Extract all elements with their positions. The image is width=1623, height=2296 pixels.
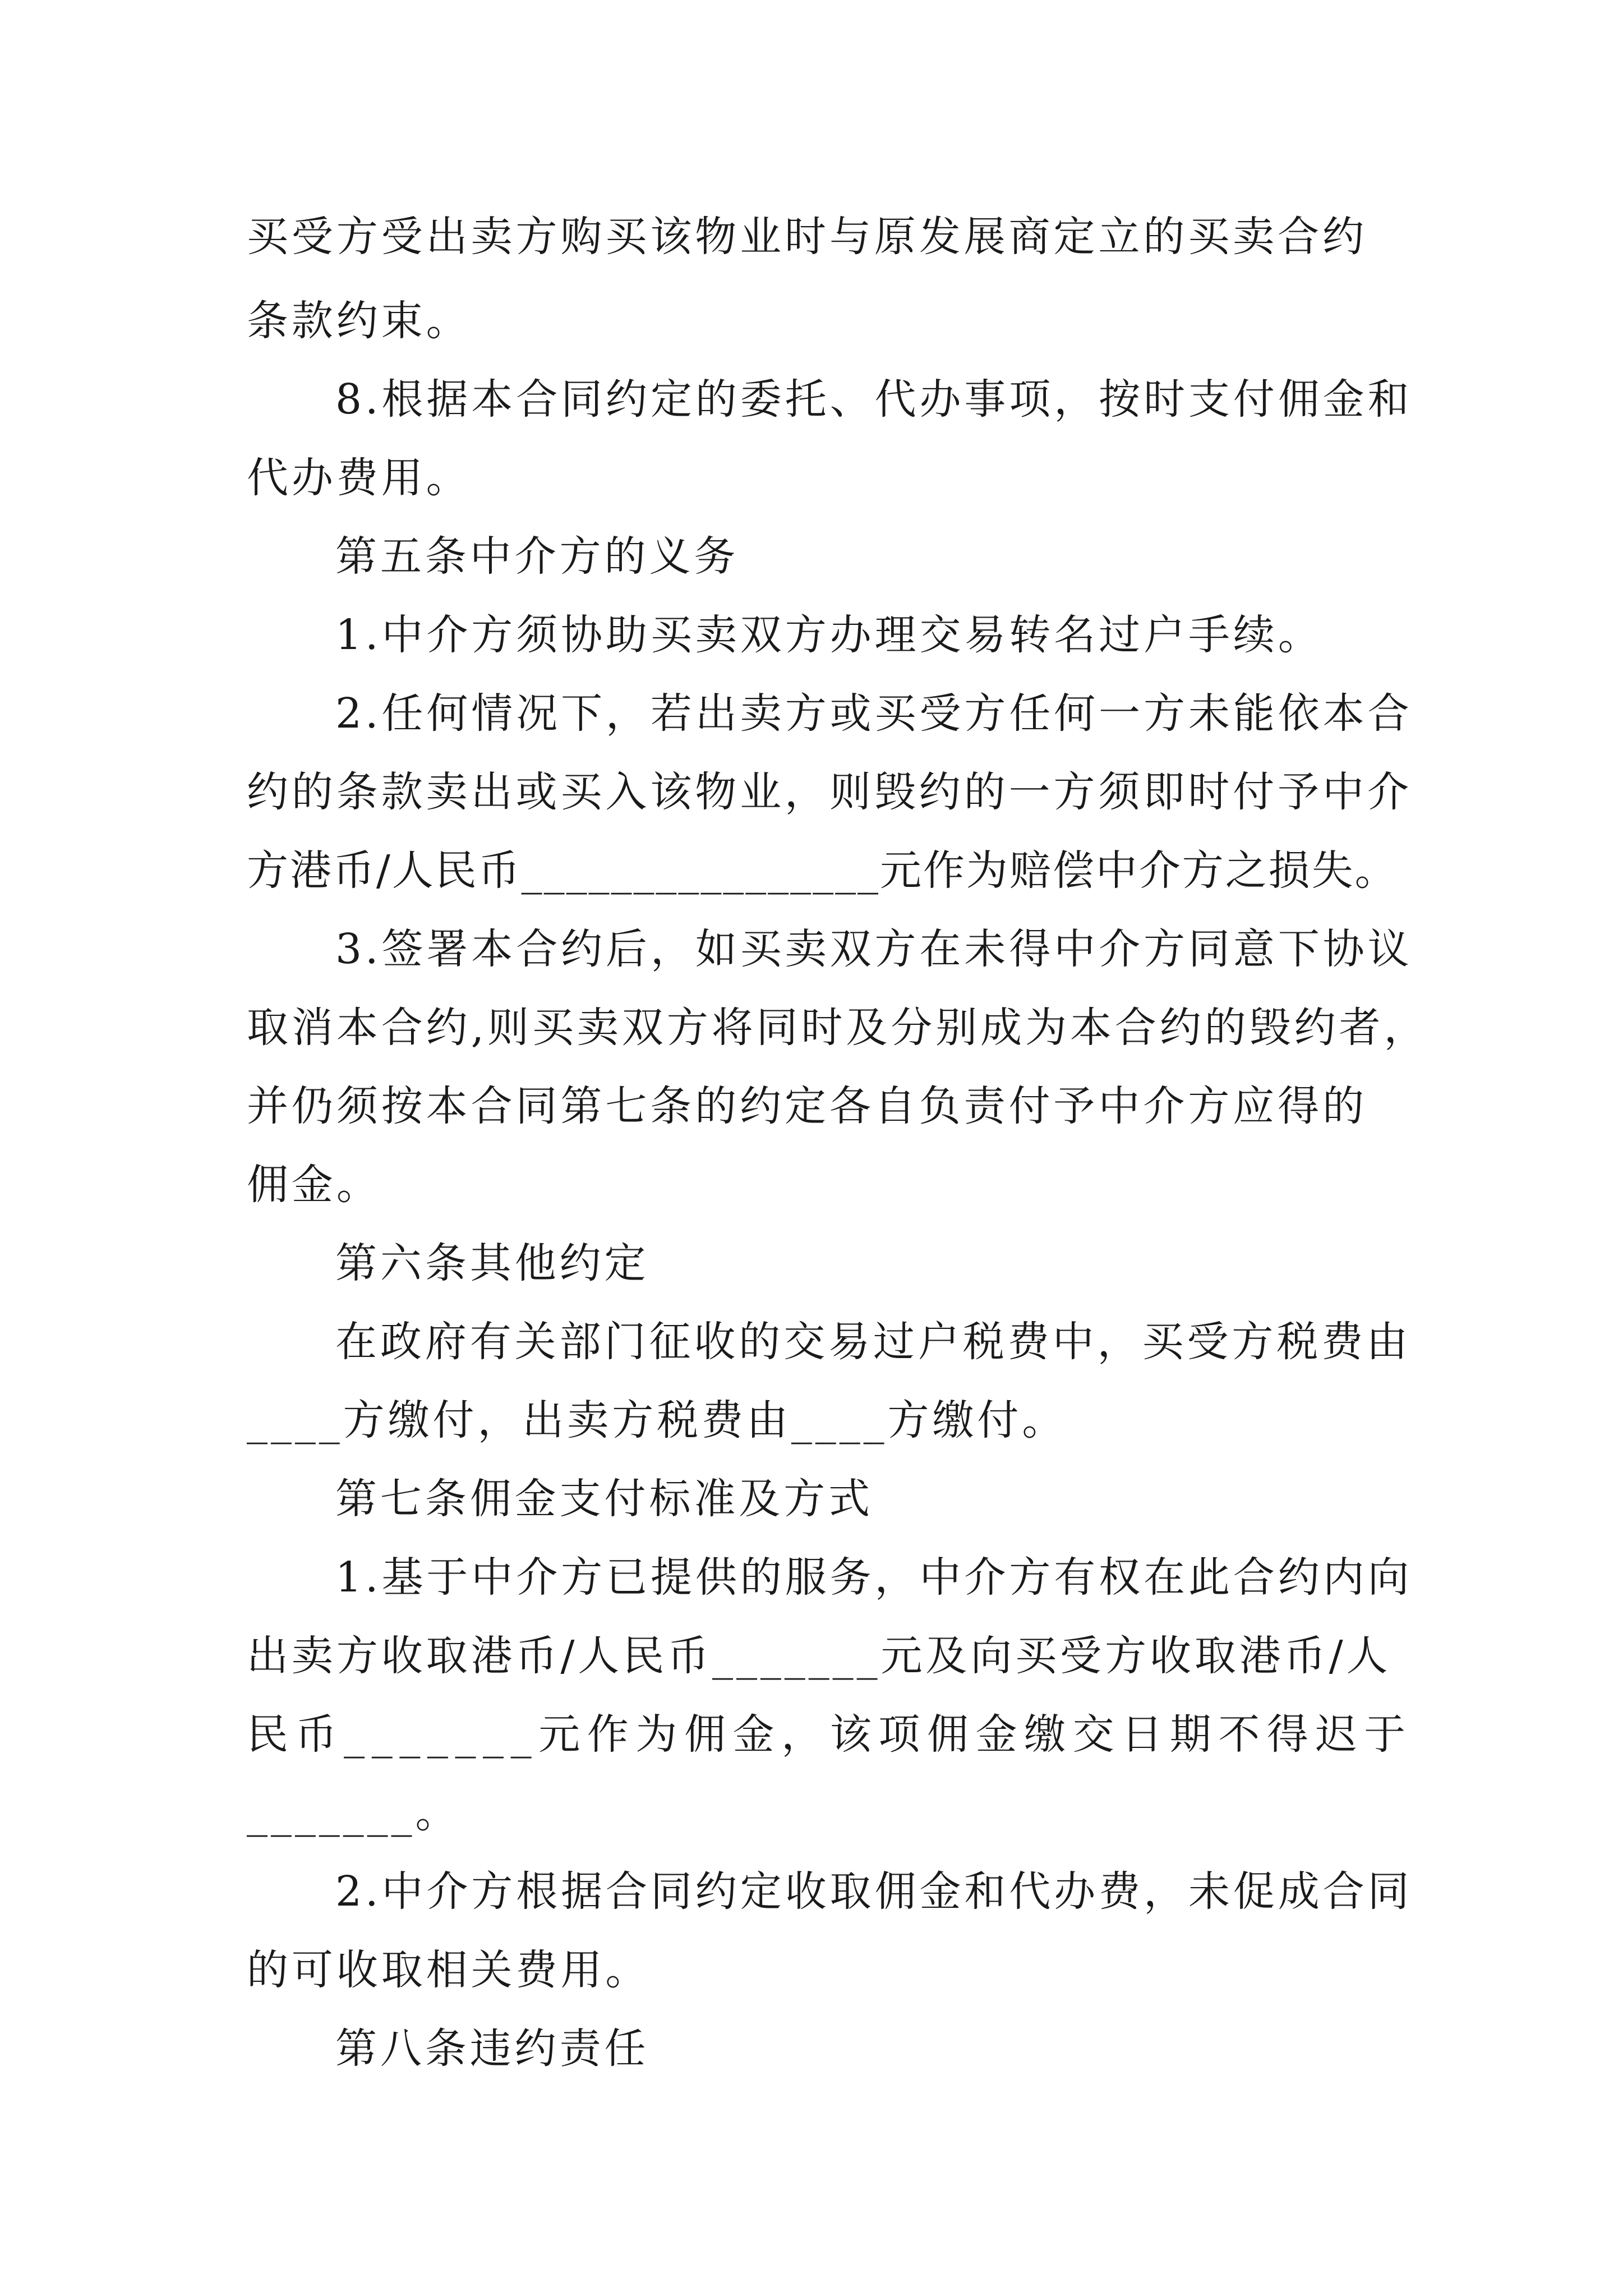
body-text-line: 代办费用。 — [247, 454, 471, 502]
clause-item: 8.根据本合同约定的委托、代办事项，按时支付佣金和 — [335, 375, 1413, 424]
body-text-line: 约的条款卖出或买入该物业，则毁约的一方须即时付予中介 — [247, 768, 1412, 816]
section-heading: 第七条佣金支付标准及方式 — [335, 1475, 874, 1523]
body-text-line: 出卖方收取港币/人民币_______元及向买受方收取港币/人 — [247, 1632, 1391, 1680]
body-text-line: 并仍须按本合同第七条的约定各自负责付予中介方应得的 — [247, 1082, 1367, 1130]
body-text-line: 买受方受出卖方购买该物业时与原发展商定立的买卖合约 — [247, 213, 1367, 261]
clause-item: 2.中介方根据合同约定收取佣金和代办费，未促成合同 — [335, 1867, 1413, 1916]
clause-item: 3.签署本合约后，如买卖双方在未得中介方同意下协议 — [335, 925, 1413, 973]
body-text-line: 条款约束。 — [247, 297, 471, 345]
clause-item: 在政府有关部门征收的交易过户税费中，买受方税费由 — [335, 1318, 1412, 1366]
body-text-line: _______。 — [247, 1789, 460, 1837]
body-text-line: 方港币/人民币________________元作为赔偿中介方之损失。 — [247, 846, 1398, 895]
body-text-line: ____方缴付，出卖方税费由____方缴付。 — [247, 1396, 1067, 1444]
clause-item: 1.基于中介方已提供的服务，中介方有权在此合约内向 — [335, 1553, 1413, 1602]
body-text-line: 民币_______元作为佣金，该项佣金缴交日期不得迟于 — [247, 1710, 1413, 1759]
section-heading: 第五条中介方的义务 — [335, 532, 739, 581]
section-heading: 第八条违约责任 — [335, 2024, 649, 2073]
body-text-line: 取消本合约,则买卖双方将同时及分别成为本合约的毁约者， — [247, 1004, 1429, 1052]
body-text-line: 佣金。 — [247, 1161, 381, 1209]
section-heading: 第六条其他约定 — [335, 1239, 649, 1287]
clause-item: 2.任何情况下，若出卖方或买受方任何一方未能依本合 — [335, 689, 1413, 738]
clause-item: 1.中介方须协助买卖双方办理交易转名过户手续。 — [335, 611, 1323, 659]
body-text-line: 的可收取相关费用。 — [247, 1946, 651, 1994]
